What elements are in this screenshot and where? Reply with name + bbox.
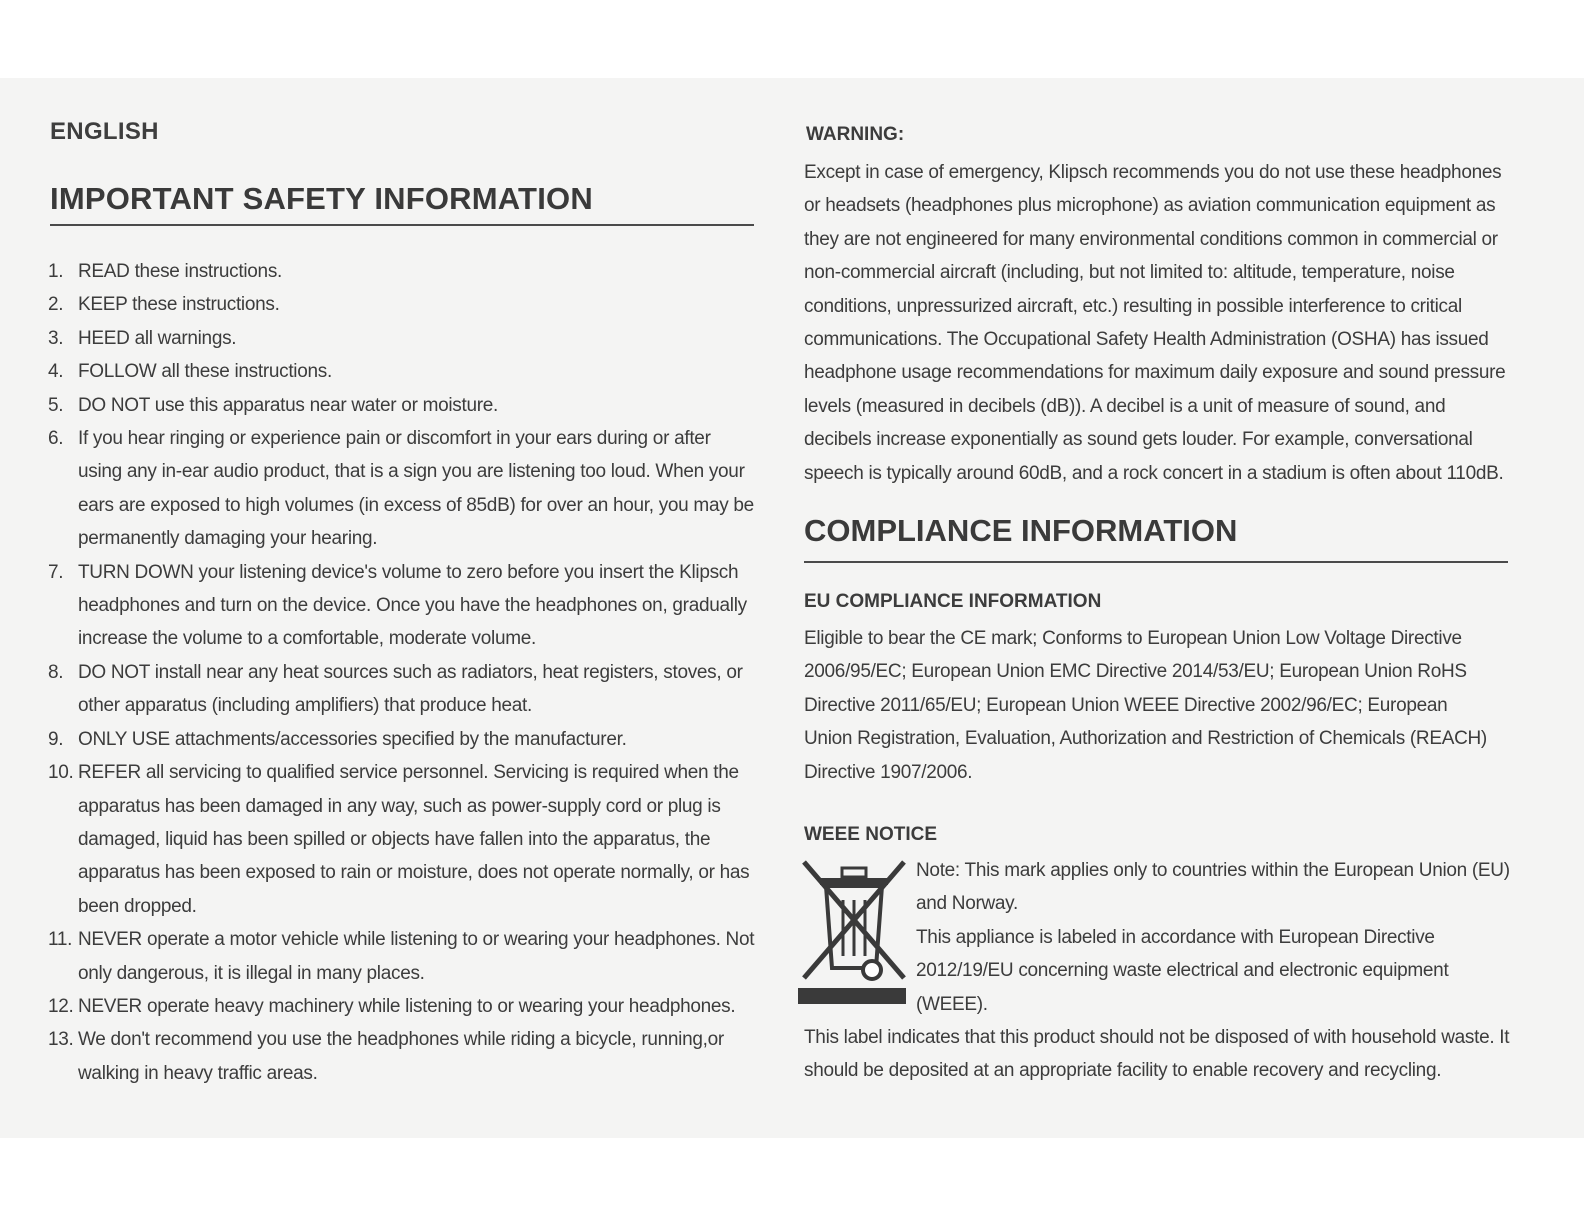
eu-compliance-label: EU COMPLIANCE INFORMATION — [804, 591, 1102, 612]
manual-page — [0, 78, 1584, 1138]
safety-item: 2. KEEP these instructions. — [48, 294, 280, 316]
safety-item: 13. We don't recommend you use the headphones while riding a bicycle, running,or walking in heavy traffic areas. — [48, 1029, 724, 1084]
warning-label: WARNING: — [806, 124, 905, 145]
compliance-title-rule — [804, 561, 1508, 563]
safety-item: 6. If you hear ringing or experience pain or discomfort in your ears during or after using any in-ear audio product, that is a sign you are listening too loud. When your ears are exposed to high volumes (in excess of 85dB) for over an hour, you may be permanently damaging your hearing. — [48, 428, 754, 550]
safety-title: IMPORTANT SAFETY INFORMATION — [50, 181, 593, 216]
warning-text: Except in case of emergency, Klipsch recommends you do not use these headphones or headsets (headphones plus microphone) as aviation communication equipment as they are not engineered for many environmental conditions common in commercial or non-commercial aircraft (including, but not limited to: altitude, temperature, noise conditions, unpressurized aircraft, etc.) resulting in possible interference to critical communications. The Occupational Safety Health Administration (OSHA) has issued headphone usage recommendations for maximum daily exposure and sound pressure levels (measured in decibels (dB)). A decibel is a unit of measure of sound, and decibels increase exponentially as sound gets louder. For example, conversational speech is typically around 60dB, and a rock concert in a stadium is often about 110dB. — [804, 162, 1506, 484]
safety-item: 1. READ these instructions. — [48, 261, 282, 282]
safety-item: 10. REFER all servicing to qualified service personnel. Servicing is required when the apparatus has been damaged in any way, such as power-supply cord or plug is damaged, liquid has been spilled or objects have fallen into the apparatus, the apparatus has been exposed to rain or moisture, does not operate normally, or has been dropped. — [48, 762, 750, 917]
weee-label: WEEE NOTICE — [804, 824, 938, 845]
weee-note: Note: This mark applies only to countries within the European Union (EU) and Norway. This appliance is labeled in accordance with European Directive 2012/19/EU concerning waste electrical and electronic equipment (WEEE). — [916, 860, 1510, 1015]
safety-item: 7. TURN DOWN your listening device's volume to zero before you insert the Klipsch headphones and turn on the device. Once you have the headphones on, gradually increase the volume to a comfortable, moderate volume. — [48, 561, 747, 650]
eu-compliance-text: Eligible to bear the CE mark; Conforms to European Union Low Voltage Directive 2006/95/EC; European Union EMC Directive 2014/53/EU; European Union RoHS Directive 2011/65/EU; European Union WEEE Directive 2002/96/EC; European Union Registration, Evaluation, Authorization and Restriction of Chemicals (REACH) Directive 1907/2006. — [804, 628, 1487, 783]
safety-item: 3. HEED all warnings. — [48, 327, 237, 349]
language-label: ENGLISH — [50, 118, 159, 145]
compliance-title: COMPLIANCE INFORMATION — [804, 513, 1238, 548]
safety-item: 5. DO NOT use this apparatus near water or moisture. — [48, 394, 499, 416]
safety-item: 4. FOLLOW all these instructions. — [48, 361, 332, 383]
safety-list — [50, 255, 756, 1090]
safety-title-rule — [50, 224, 754, 226]
safety-item: 12. NEVER operate heavy machinery while listening to or wearing your headphones. — [48, 995, 736, 1017]
safety-item: 11. NEVER operate a motor vehicle while listening to or wearing your headphones. Not only dangerous, it is illegal in many places. — [48, 929, 755, 984]
safety-item: 9. ONLY USE attachments/accessories specified by the manufacturer. — [48, 728, 627, 750]
crossed-bin-icon — [798, 856, 910, 1004]
weee-footer-text: This label indicates that this product should not be disposed of with household waste. It should be deposited at an appropriate facility to enable recovery and recycling. — [804, 1027, 1510, 1082]
safety-item: 8. DO NOT install near any heat sources such as radiators, heat registers, stoves, or other apparatus (including amplifiers) that produce heat. — [48, 661, 743, 717]
